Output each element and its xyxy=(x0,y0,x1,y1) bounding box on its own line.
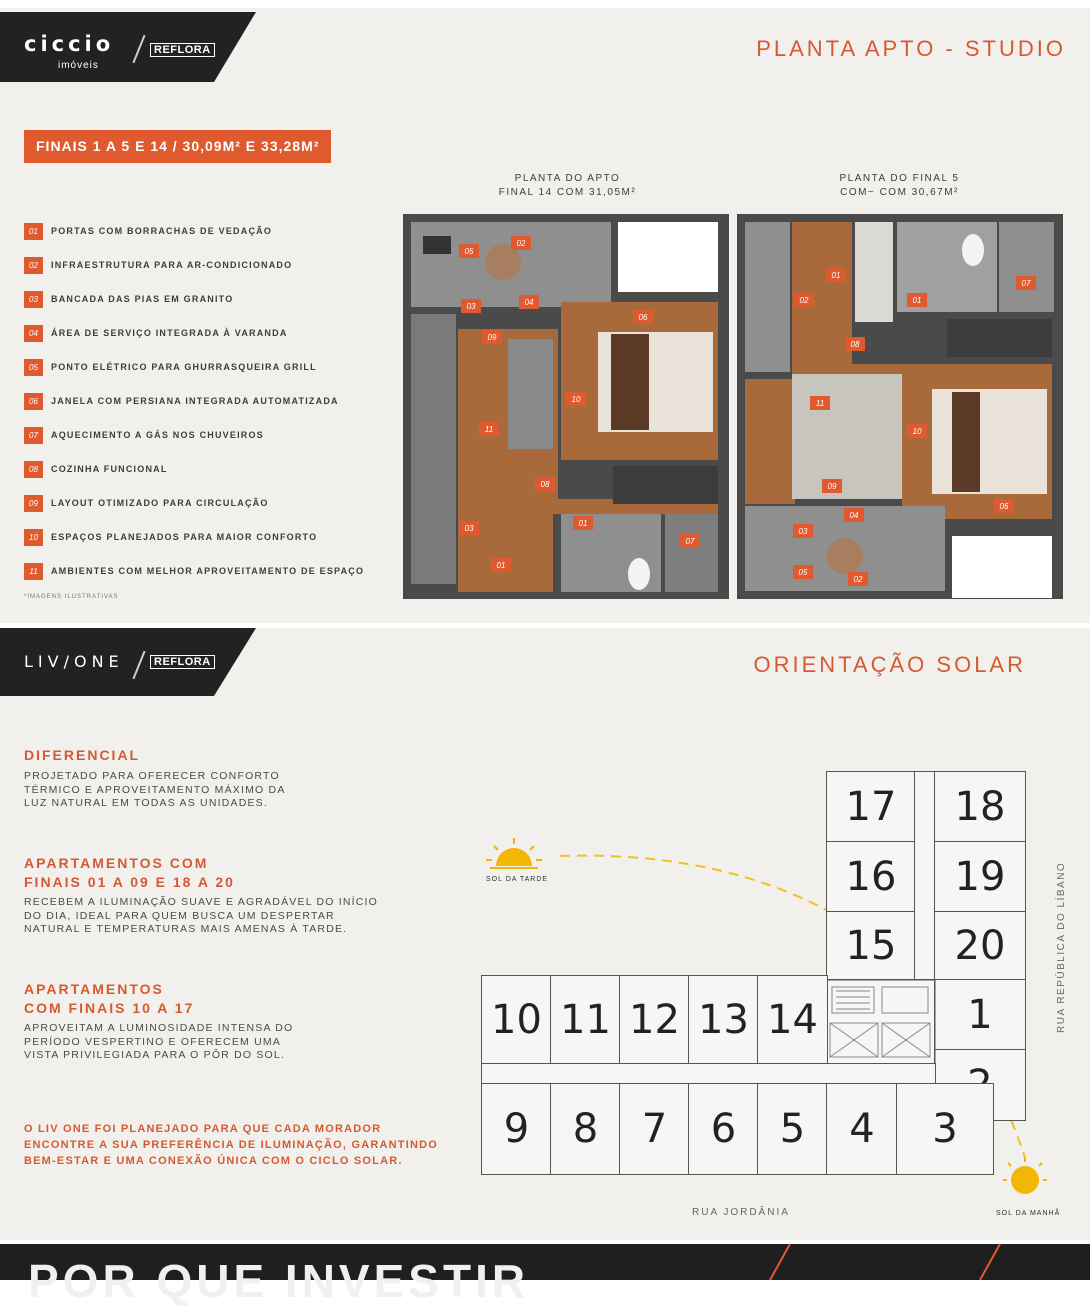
street-label-bottom: RUA JORDÂNIA xyxy=(692,1207,790,1218)
watermark-logo: ciccio xyxy=(24,32,115,56)
unit-cell: 15 xyxy=(826,911,916,981)
unit-cell: 16 xyxy=(826,841,916,913)
feature-item: 11 AMBIENTES COM MELHOR APROVEITAMENTO DE ESPAÇO xyxy=(24,554,364,588)
section-morning-heading: APARTAMENTOS COM FINAIS 01 A 09 E 18 A 20 xyxy=(24,855,235,890)
solar-orientation-page xyxy=(0,628,1090,1240)
decorative-stripes xyxy=(740,1244,1090,1280)
unit-cell: 17 xyxy=(826,771,916,843)
brand-logo-band xyxy=(0,628,256,698)
floor-plan-b xyxy=(737,214,1063,599)
unit-cell: 5 xyxy=(757,1083,828,1175)
unit-cell: 12 xyxy=(619,975,690,1065)
unit-cell: 14 xyxy=(757,975,828,1065)
feature-item: 08 COZINHA FUNCIONAL xyxy=(24,452,364,486)
feature-list xyxy=(24,214,364,588)
section-differential-body: PROJETADO PARA OFERECER CONFORTO TÉRMICO E APROVEITAMENTO MÁXIMO DA LUZ NATURAL EM TODAS AS UNIDADES. xyxy=(24,770,286,809)
page-title: ORIENTAÇÃO SOLAR xyxy=(753,652,1026,677)
unit-cell: 8 xyxy=(550,1083,621,1175)
unit-cell: 11 xyxy=(550,975,621,1065)
feature-item: 06 JANELA COM PERSIANA INTEGRADA AUTOMATIZADA xyxy=(24,384,364,418)
partner-logo: REFLORA xyxy=(150,655,215,669)
illustrative-footnote: *IMAGENS ILUSTRATIVAS xyxy=(24,594,119,600)
feature-item: 04 ÁREA DE SERVIÇO INTEGRADA À VARANDA xyxy=(24,316,364,350)
unit-cell: 9 xyxy=(481,1083,552,1175)
feature-item: 01 PORTAS COM BORRACHAS DE VEDAÇÃO xyxy=(24,214,364,248)
unit-cell: 20 xyxy=(934,911,1026,981)
invest-heading: POR QUE INVESTIR xyxy=(28,1255,530,1307)
street-label-right: RUA REPÚBLICA DO LÍBANO xyxy=(1056,861,1067,1033)
plan-a-caption: PLANTA DO APTO FINAL 14 COM 31,05M² xyxy=(498,173,637,198)
plan-b-caption: PLANTA DO FINAL 5 COM~ COM 30,67M² xyxy=(839,173,960,198)
floor-plan-page: ciccio imóveis REFLORA PLANTA APTO - STUDIO FINAIS 1 A 5 E 14 / 30,09M² E 33,28M² 01 PORTAS COM BORRACHAS DE VEDAÇÃO 02 INFRAESTRUTURA PARA AR-CONDICIONADO 03 BANCADA DAS PIAS EM GRANITO 04 ÁREA DE SERVIÇO INTEGRADA À VARANDA 05 PONTO ELÉTRICO PARA GHURRASQUEIRA GRILL 06 JANELA COM PERSIANA INTEGRADA AUTOMATIZADA 07 AQUECIMENTO A GÁS NOS CHUVEIROS 08 COZINHA FUNCIONAL 09 LAYOUT OTIMIZADO PARA CIRCULAÇÃO 10 ESPAÇOS PLANEJADOS PARA MAIOR CONFORTO 11 AMBIENTES COM MELHOR APROVEITAMENTO DE ESPAÇO *IMAGENS ILUSTRATIVAS PLANTA DO APTO FINAL 14 COM 31,05M² PLANTA DO FINAL 5 COM~ COM 30,67M² 05 02 03 04 06 09 11 10 08 03 01 01 07 01 02 01 07 08 11 10 09 03 04 05 02 06 xyxy=(0,8,1090,623)
feature-item: 03 BANCADA DAS PIAS EM GRANITO xyxy=(24,282,364,316)
unit-cell: 7 xyxy=(619,1083,690,1175)
unit-cell: 4 xyxy=(826,1083,898,1175)
feature-item: 09 LAYOUT OTIMIZADO PARA CIRCULAÇÃO xyxy=(24,486,364,520)
morning-sun-icon xyxy=(1003,1158,1047,1194)
partner-logo: REFLORA xyxy=(150,43,215,57)
unit-cell: 6 xyxy=(688,1083,759,1175)
tower-corridor xyxy=(914,771,936,991)
unit-cell: 3 xyxy=(896,1083,994,1175)
feature-item: 07 AQUECIMENTO A GÁS NOS CHUVEIROS xyxy=(24,418,364,452)
feature-item: 10 ESPAÇOS PLANEJADOS PARA MAIOR CONFORTO xyxy=(24,520,364,554)
horizontal-corridor xyxy=(481,1063,936,1085)
closing-statement: O LIV ONE FOI PLANEJADO PARA QUE CADA MORADOR ENCONTRE A SUA PREFERÊNCIA DE ILUMINAÇÃO, GARANTINDO BEM-ESTAR E UMA CONEXÃO ÚNICA COM O CICLO SOLAR. xyxy=(24,1123,438,1167)
unit-cell: 19 xyxy=(934,841,1026,913)
morning-sun-label: SOL DA MANHÃ xyxy=(996,1210,1061,1217)
section-afternoon-heading: APARTAMENTOS COM FINAIS 10 A 17 xyxy=(24,981,195,1016)
unit-cell: 13 xyxy=(688,975,759,1065)
afternoon-sun-icon xyxy=(486,838,542,868)
investment-page-header xyxy=(0,1244,1090,1307)
unit-size-badge: FINAIS 1 A 5 E 14 / 30,09M² E 33,28M² xyxy=(24,130,331,163)
page-title: PLANTA APTO - STUDIO xyxy=(756,36,1066,61)
brand-logo-band xyxy=(0,12,256,82)
building-core-stairs xyxy=(826,979,936,1065)
afternoon-sun-label: SOL DA TARDE xyxy=(486,876,549,883)
unit-cell: 1 xyxy=(934,979,1026,1051)
unit-cell: 18 xyxy=(934,771,1026,843)
unit-cell: 10 xyxy=(481,975,552,1065)
section-afternoon-body: APROVEITAM A LUMINOSIDADE INTENSA DO PERÍODO VESPERTINO E OFERECEM UMA VISTA PRIVILEGIADA PARA O PÔR DO SOL. xyxy=(24,1022,294,1061)
feature-item: 02 INFRAESTRUTURA PARA AR-CONDICIONADO xyxy=(24,248,364,282)
feature-item: 05 PONTO ELÉTRICO PARA GHURRASQUEIRA GRILL xyxy=(24,350,364,384)
livone-logo: LIV/ONE xyxy=(24,652,124,671)
section-differential-heading: DIFERENCIAL xyxy=(24,747,141,763)
section-morning-body: RECEBEM A ILUMINAÇÃO SUAVE E AGRADÁVEL DO INÍCIO DO DIA, IDEAL PARA QUEM BUSCA UM DESPERTAR NATURAL E TEMPERATURAS MAIS AMENAS À TARDE. xyxy=(24,896,379,935)
watermark-subtext: imóveis xyxy=(58,60,99,71)
